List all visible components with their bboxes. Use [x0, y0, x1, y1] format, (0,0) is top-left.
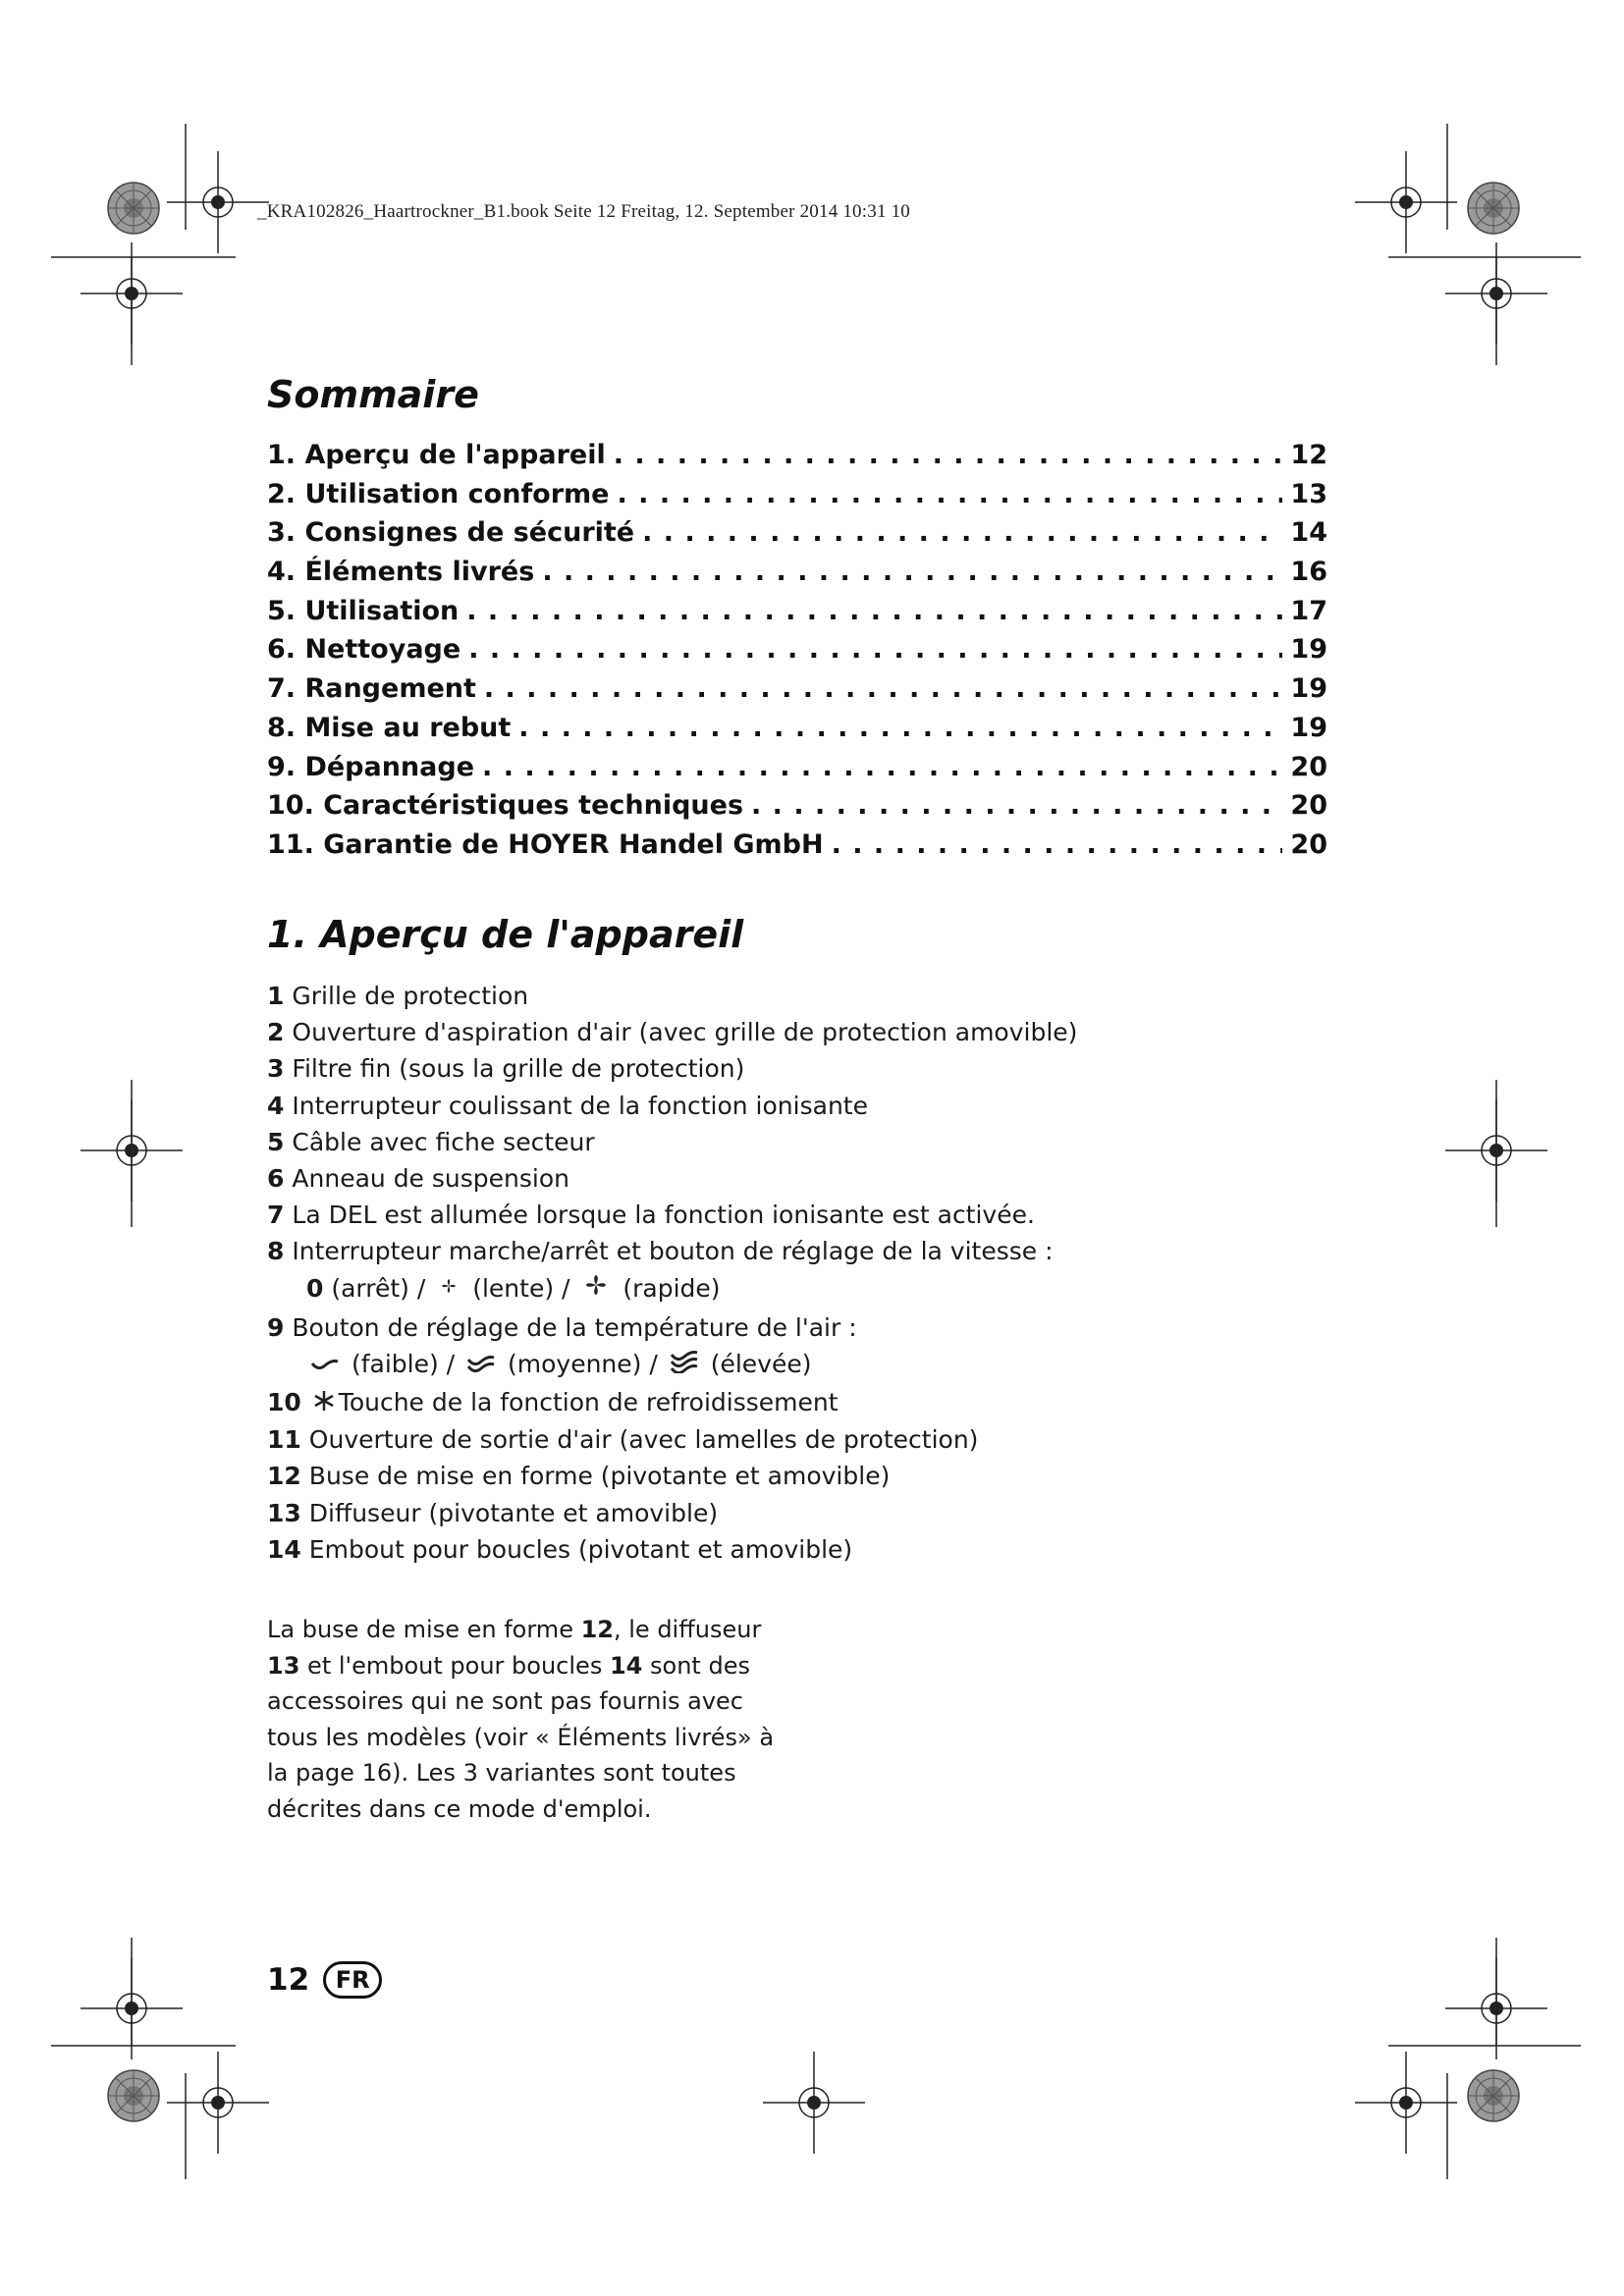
language-badge: FR — [323, 1961, 382, 1999]
toc-entry-label: 3. Consignes de sécurité — [267, 517, 635, 549]
list-item — [267, 1124, 1347, 1160]
part-description: Interrupteur marche/arrêt et bouton de réglage de la vitesse : — [292, 1237, 1054, 1266]
toc-entry-label: 6. Nettoyage — [267, 634, 461, 666]
note-text: et l'embout pour boucles — [307, 1651, 603, 1680]
toc-entry[interactable] — [267, 752, 1327, 791]
toc-entry[interactable] — [267, 517, 1327, 557]
toc-entry-page: 19 — [1290, 712, 1327, 743]
parts-list — [267, 978, 1347, 1568]
accessories-note — [267, 1612, 787, 1827]
note-text: sont des accessoires qui ne sont pas fournis avec tous les modèles (voir « Éléments livrés» à la page 16). Les 3 variantes sont toutes décrites dans ce mode d'emploi. — [267, 1651, 775, 1823]
list-item — [267, 1197, 1347, 1233]
part-number: 14 — [267, 1534, 301, 1564]
toc-leader — [542, 557, 1282, 587]
part-number: 3 — [267, 1054, 285, 1084]
toc-leader — [468, 634, 1282, 665]
list-item — [267, 978, 1347, 1014]
toc-title: Sommaire — [267, 373, 479, 416]
list-item — [267, 1050, 1347, 1087]
part-description: La DEL est allumée lorsque la fonction ionisante est activée. — [292, 1201, 1035, 1230]
toc-entry-page: 19 — [1290, 634, 1327, 666]
part-number: 2 — [267, 1018, 285, 1047]
toc-entry-page: 17 — [1290, 595, 1327, 626]
section-title: 1. Aperçu de l'appareil — [267, 913, 744, 956]
print-header-info: _KRA102826_Haartrockner_B1.book Seite 12 Freitag, 12. September 2014 10:31 10 — [257, 201, 910, 222]
temp-low-label: (faible) / — [351, 1350, 456, 1379]
toc-entry-page: 20 — [1290, 828, 1327, 860]
toc-entry[interactable] — [267, 440, 1327, 479]
toc-entry-page: 13 — [1290, 478, 1327, 509]
page-number: 12 — [267, 1962, 310, 1998]
list-item — [267, 1458, 1347, 1494]
toc-entry[interactable] — [267, 596, 1327, 635]
toc-entry-label: 10. Caractéristiques techniques — [267, 790, 744, 822]
toc-leader — [466, 596, 1282, 626]
part-description: Diffuseur (pivotante et amovible) — [308, 1498, 719, 1527]
toc-entry-page: 20 — [1290, 751, 1327, 782]
part-description: Filtre fin (sous la grille de protection) — [292, 1054, 745, 1084]
toc-entry-label: 8. Mise au rebut — [267, 712, 512, 743]
list-item — [267, 1233, 1347, 1269]
toc-entry-label: 5. Utilisation — [267, 595, 460, 626]
part-number: 4 — [267, 1091, 285, 1120]
toc-entry[interactable] — [267, 479, 1327, 518]
speed-slow-label: (lente) / — [472, 1273, 570, 1303]
toc-entry[interactable] — [267, 634, 1327, 673]
part-description: Bouton de réglage de la température de l'air : — [292, 1312, 857, 1342]
list-item — [267, 1421, 1347, 1458]
part-description: Câble avec fiche secteur — [292, 1127, 595, 1156]
toc-entry-label: 2. Utilisation conforme — [267, 478, 610, 509]
list-item — [267, 1384, 1347, 1422]
fan-large-icon — [581, 1270, 611, 1309]
toc-entry-page: 20 — [1290, 790, 1327, 822]
part-number: 10 — [267, 1387, 301, 1416]
note-ref-13: 13 — [267, 1651, 300, 1680]
list-item — [267, 1014, 1347, 1050]
toc-leader — [832, 829, 1283, 860]
wave-medium-icon — [466, 1347, 496, 1383]
temperature-settings-line — [267, 1346, 1347, 1384]
toc-entry-page: 19 — [1290, 673, 1327, 705]
speed-off-number: 0 — [306, 1273, 324, 1303]
toc-entry-label: 7. Rangement — [267, 673, 476, 705]
part-description: Embout pour boucles (pivotant et amovible) — [308, 1534, 853, 1564]
list-item — [267, 1495, 1347, 1531]
toc-entry-page: 14 — [1290, 517, 1327, 549]
toc-entry[interactable] — [267, 829, 1327, 869]
note-text: La buse de mise en forme — [267, 1616, 573, 1643]
part-number: 12 — [267, 1462, 301, 1491]
toc-leader — [751, 790, 1282, 821]
part-description: Ouverture d'aspiration d'air (avec grille de protection amovible) — [292, 1018, 1078, 1047]
toc-entry-label: 4. Éléments livrés — [267, 557, 535, 588]
toc-leader — [482, 752, 1282, 782]
table-of-contents — [267, 440, 1327, 869]
toc-leader — [518, 713, 1282, 743]
note-ref-12: 12 — [580, 1616, 614, 1643]
list-item — [267, 1309, 1347, 1346]
list-item — [267, 1160, 1347, 1197]
toc-leader — [484, 673, 1283, 704]
part-number: 8 — [267, 1237, 285, 1266]
page-footer — [267, 1961, 382, 1999]
note-text: , le diffuseur — [614, 1616, 762, 1643]
toc-entry-label: 9. Dépannage — [267, 751, 475, 782]
wave-low-icon — [310, 1347, 340, 1383]
toc-entry[interactable] — [267, 673, 1327, 713]
toc-entry-page: 16 — [1290, 557, 1327, 588]
toc-leader — [614, 440, 1283, 470]
part-description: Touche de la fonction de refroidissement — [338, 1387, 839, 1416]
part-description: Anneau de suspension — [292, 1164, 569, 1194]
list-item — [267, 1531, 1347, 1568]
fan-small-icon — [437, 1271, 460, 1308]
part-number: 1 — [267, 982, 285, 1010]
part-description: Ouverture de sortie d'air (avec lamelles de protection) — [308, 1425, 979, 1455]
part-number: 6 — [267, 1164, 285, 1194]
speed-fast-label: (rapide) — [623, 1273, 721, 1303]
part-description: Interrupteur coulissant de la fonction ionisante — [292, 1091, 868, 1120]
part-number: 7 — [267, 1201, 285, 1230]
toc-entry[interactable] — [267, 557, 1327, 596]
toc-leader — [618, 479, 1283, 509]
toc-entry-page: 12 — [1290, 440, 1327, 470]
part-description: Grille de protection — [292, 982, 529, 1010]
wave-high-icon — [670, 1347, 699, 1383]
list-item — [267, 1088, 1347, 1124]
speed-settings-line — [267, 1270, 1347, 1309]
toc-entry-label: 1. Aperçu de l'appareil — [267, 440, 606, 470]
part-number: 13 — [267, 1498, 301, 1527]
part-number: 5 — [267, 1127, 285, 1156]
temp-high-label: (élevée) — [710, 1350, 812, 1379]
toc-leader — [642, 517, 1282, 548]
toc-entry[interactable] — [267, 713, 1327, 752]
toc-entry[interactable] — [267, 790, 1327, 829]
snowflake-icon — [313, 1385, 335, 1421]
temp-medium-label: (moyenne) / — [508, 1350, 658, 1379]
part-number: 11 — [267, 1425, 301, 1455]
speed-off-label: (arrêt) / — [331, 1273, 426, 1303]
note-ref-14: 14 — [609, 1651, 643, 1680]
part-number: 9 — [267, 1312, 285, 1342]
part-description: Buse de mise en forme (pivotante et amovible) — [308, 1462, 891, 1491]
toc-entry-label: 11. Garantie de HOYER Handel GmbH — [267, 828, 824, 860]
